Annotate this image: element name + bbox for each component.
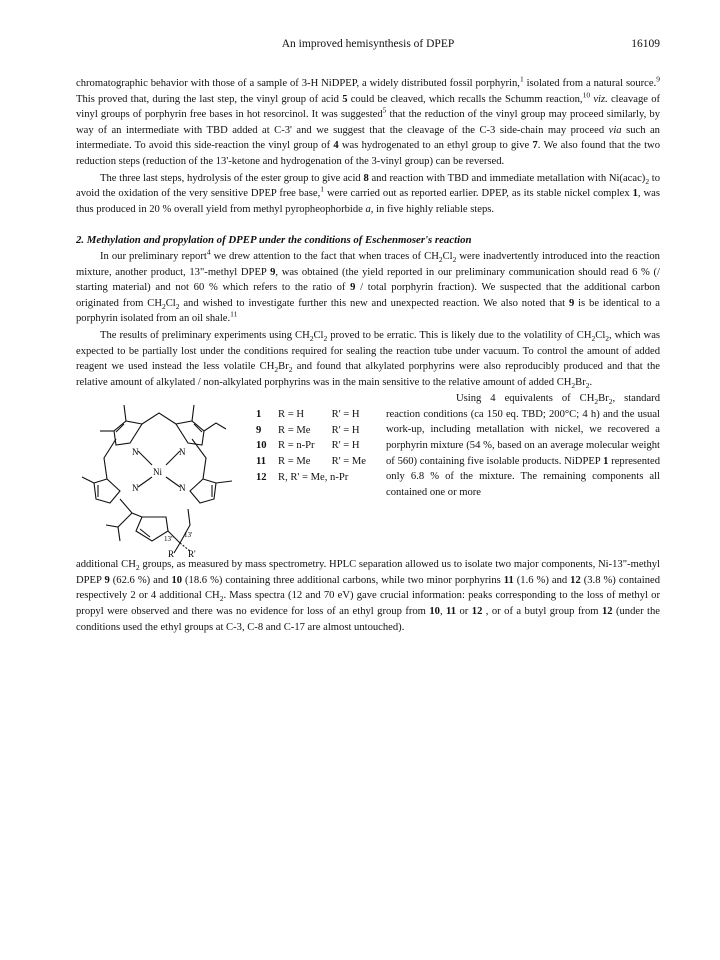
compound-ref: 9 (350, 282, 356, 294)
compound-ref: 11 (503, 574, 514, 586)
paragraph-3: In our preliminary report$^4$ we drew attention to the fact that when traces of $CH_2Cl_2$ were inadvertently introduced into the reaction mixture, another product, 13"-methyl DPEP 9, was obtained (the yield reported in our preliminary communication should read 6 % (/ starting material) and not 60 % which refers to the ratio of 9 / total porphyrin fraction). We suspected that the additional carbon originated from $CH_2Cl_2$ and wished to investigate further this new and unexpected reaction. We also noted that 9 is be identical to a porphyrin isolated from an oil shale.$^{11}$ (76, 247, 660, 325)
substituent-label: R' (188, 549, 196, 558)
running-header (76, 38, 660, 56)
citation: 5 (382, 105, 387, 115)
paragraph-2: The three last steps, hydrolysis of the ester group to give acid 8 and reaction with TBD and immediate metallation with $Ni(acac)_2$ to avoid the oxidation of the very sensitive DPEP free base,$^1$ were carried out as reported earlier. DPEP, as its stable nickel complex 1, was thus produced in 20 % overall yield from methyl pyropheophorbide a, in five highly reliable steps. (76, 172, 661, 215)
paragraph-5-wrapped: Using 4 equivalents of $CH_2Br_2$, standard reaction conditions (ca 150 eq. TBD; 200°C; 4 h) and the usual work-up, including metallation with nickel, we recovered a porphyrin mixture (54 %, based on an average molecular weight of 560) containing five isolable products. NiDPEP 1 represented only 6.8 % of the mixture. The remaining components all contained one or more (386, 393, 660, 498)
position-label: 13' (184, 531, 193, 540)
pyrrole-ring (114, 421, 142, 445)
porphyrin-structure (76, 391, 242, 557)
atom-label: N (179, 483, 186, 494)
methyl-group (216, 481, 232, 483)
methyl-group (124, 405, 126, 421)
paragraph-4: The results of preliminary experiments using $CH_2Cl_2$ proved to be erratic. This is likely due to the volatility of $CH_2Cl_2$, which was expected to be partially lost under the conditions required for sealing the reaction tube under vacuum. To control the amount of added reagent we used instead the less volatile $CH_2Br_2$ and found that alkylated porphyrins were also reproducibly produced and that the relative amount of alkylated / non-alkylated porphyrins was in the main sensitive to the relative amount of added $CH_2Br_2$. (76, 329, 661, 390)
citation: 9 (656, 74, 660, 84)
paragraph-5-continued: additional $CH_2$ groups, as measured by mass spectrometry. HPLC separation allowed us to isolate two major components, Ni-13"-methyl DPEP 9 (62.6 %) and 10 (18.6 %) containing three additional carbons, while two minor porphyrins 11 (1.6 %) and 12 (3.8 %) contained respectively 2 or 4 additional $CH_2$. Mass spectra (12 and 70 eV) gave crucial information: peaks corresponding to the loss of methyl or propyl were observed and there was no evidence for loss of an ethyl group from 10, 11 or 12 , or of a butyl group from 12 (under the conditions used the ethyl groups at C-3, C-8 and C-17 are almost untouched). (76, 559, 661, 633)
citation: 4 (206, 247, 211, 257)
ethyl-group (204, 423, 226, 431)
page-number: 16109 (631, 38, 660, 50)
meso-bond (104, 439, 116, 479)
coordination-bond (138, 477, 152, 487)
atom-label: N (179, 447, 186, 458)
atom-label: Ni (153, 467, 162, 478)
paragraph-1: chromatographic behavior with those of a sample of 3-H NiDPEP, a widely distributed fossil porphyrin,$^1$ isolated from a natural source.$^9$ This proved that, during the last step, the vinyl group of acid 5 could be cleaved, which recalls the Schumm reaction,$^{10}$ viz. cleavage of vinyl groups of porphyrin free bases in hot resorcinol. It was suggested$^5$ that the reduction of the vinyl group may proceed similarly, by way of an intermediate with TBD added at C-3' and we suggest that the cleavage of the C-3 side-chain may proceed via such an intermediate. To avoid this side-reaction the vinyl group of 4 was hydrogenated to an ethyl group to give 7. We also found that the two reduction steps (reduction of the 13'-ketone and hydrogenation of the 3-vinyl group) can be reversed. (76, 74, 661, 167)
coordination-bond (166, 477, 180, 487)
compound-ref: 1 (603, 455, 609, 467)
compound-ref: 12 (601, 606, 613, 618)
section-heading: 2. Methylation and propylation of DPEP under the conditions of Eschenmoser's reaction (76, 234, 472, 247)
page (76, 38, 660, 635)
compound-ref: 10 (171, 574, 183, 586)
compound-table (256, 407, 382, 485)
citation: 11 (230, 309, 238, 319)
compound-ref: 4 (333, 140, 339, 152)
atom-label: N (132, 447, 139, 458)
compound-row: 10 R = n-Pr R' = H (256, 440, 360, 452)
citation: 1 (320, 184, 325, 194)
compound-ref: 9 (568, 297, 575, 309)
coordination-bond (166, 451, 180, 465)
compound-row: 12 R, R' = Me, n-Pr (256, 471, 349, 483)
compound-ref: 8 (363, 172, 369, 184)
meso-bond (142, 413, 176, 424)
compound-ref: 10 (429, 606, 440, 618)
compound-ref: 1 (632, 188, 638, 200)
ethyl-group (82, 477, 94, 483)
citation: 1 (519, 74, 524, 84)
pyrrole-ring (176, 421, 204, 445)
atom-label: N (132, 483, 139, 494)
compound-ref: 7 (532, 140, 538, 152)
compound-row: 1 R = H R' = H (256, 409, 360, 421)
figure-row (76, 391, 660, 557)
compound-ref: 5 (342, 93, 348, 105)
compound-ref: 12 (471, 606, 483, 618)
substituent-label: R (168, 549, 175, 558)
coordination-bond (138, 451, 152, 465)
compound-ref: 12 (570, 574, 581, 586)
methyl-group (192, 405, 194, 421)
compound-ref: 11 (446, 606, 457, 618)
ethyl-group (106, 513, 132, 527)
compound-row: 11 R = Me R' = Me (256, 456, 366, 468)
running-title: An improved hemisynthesis of DPEP (281, 38, 455, 50)
compound-ref: 9 (270, 266, 276, 278)
citation: 10 (582, 90, 591, 100)
substituent-bond (174, 543, 180, 553)
position-label: 13" (164, 535, 174, 544)
compound-ref: 9 (104, 574, 110, 586)
compound-row: 9 R = Me R' = H (256, 424, 360, 436)
